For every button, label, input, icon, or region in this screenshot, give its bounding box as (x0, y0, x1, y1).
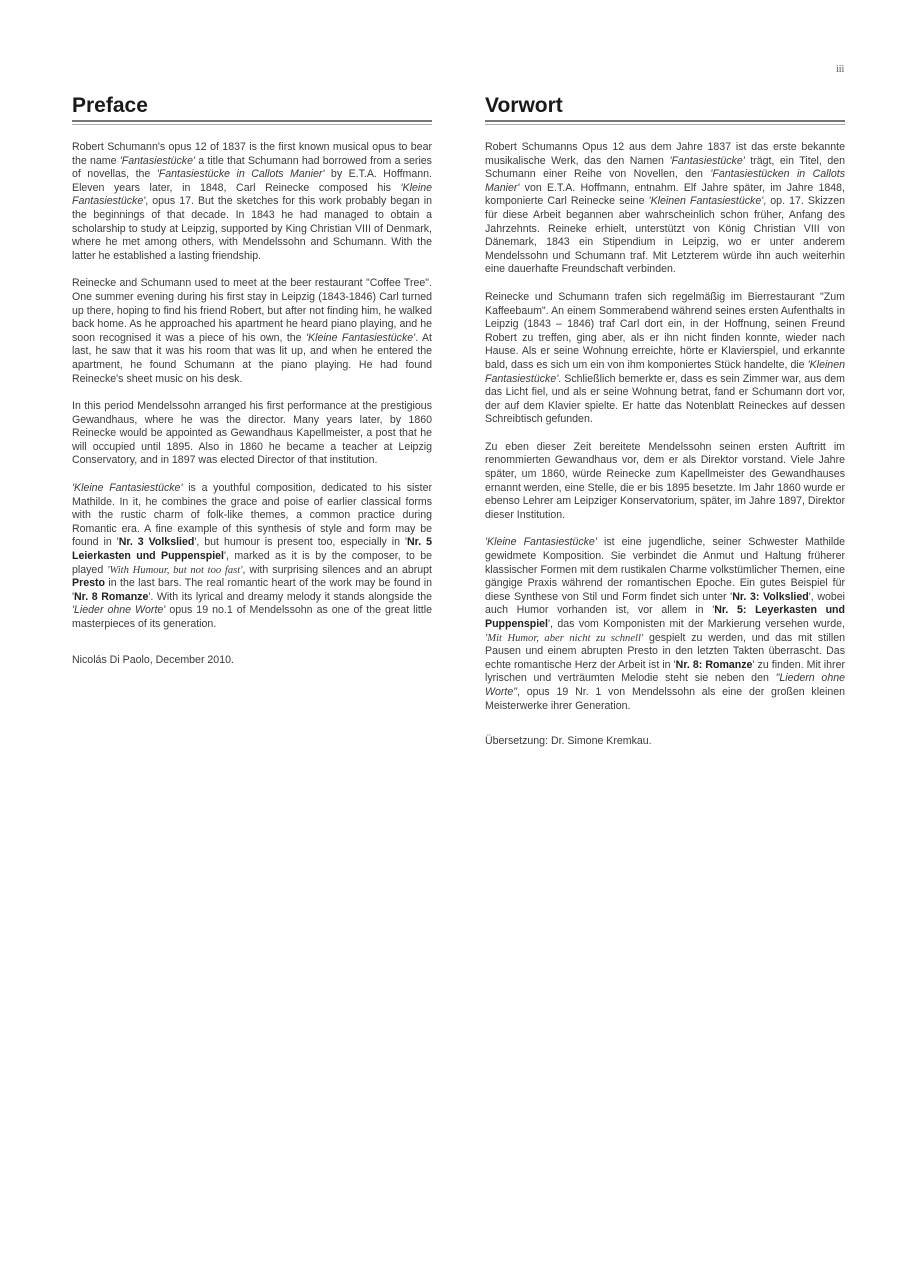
vorwort-paragraph-4: 'Kleine Fantasiestücke' ist eine jugendliche, seiner Schwester Mathilde gewidmete Komposition. Sie verbindet die Anmut und Haltung früherer klassischer Formen mit dem rustikalen Charme volkstümlicher Themen, eine gängige Praxis während der romantischen Epoche. Ein gutes Beispiel für diese Synthese von Stil und Form findet sich unter 'Nr. 3: Volkslied', wobei auch Humor vorhanden ist, vor allem in 'Nr. 5: Leyerkasten und Puppenspiel', das vom Komponisten mit der Markierung versehen wurde, 'Mit Humor, aber nicht zu schnell' gespielt zu werden, und das mit stillen Pausen und einem abrupten Presto in den letzten Takten überrascht. Das echte romantische Herz der Arbeit ist in 'Nr. 8: Romanze' zu finden. Mit ihrer lyrischen und verträumten Melodie steht sie neben den "Liedern ohne Worte", opus 19 Nr. 1 von Mendelssohn als eine der großen kleinen Meisterwerke ihrer Generation. (485, 536, 846, 712)
preface-paragraph-3: In this period Mendelssohn arranged his first performance at the prestigious Gewandhaus, where he was the director. Many years later, by 1860 Reinecke would be appointed as Gewandhaus Kapellmeister, a post that he will occupied until 1895. Also in 1860 he became a teacher at Leipzig Conservatory, and in 1897 was elected Director of that institution. (72, 400, 432, 467)
german-column (485, 94, 845, 749)
vorwort-heading: Vorwort (485, 94, 845, 122)
preface-signoff: Nicolás Di Paolo, December 2010. (72, 653, 234, 666)
vorwort-paragraph-3: Zu eben dieser Zeit bereitete Mendelssohn seinen ersten Auftritt im renommierten Gewandhaus vor, dem er als Direktor vorstand. Viele Jahre später, um 1860, würde Reinecke zum Kapellmeister des Gewandhauses ernannt werden, eine Stelle, die er bis 1895 besetzte. Im Jahr 1860 wurde er ebenso Lehrer am Leipziger Konservatorium, später, im Jahre 1897, Direktor dieser Institution. (485, 440, 845, 521)
vorwort-body (485, 141, 845, 749)
preface-paragraph-2: Reinecke and Schumann used to meet at the beer restaurant "Coffee Tree". One summer evening during his first stay in Leipzig (1843-1846) Carl turned up there, hoping to find his friend Robert, but after not finding him, he walked back home. As he approached his apartment he heard piano playing, and he soon recognised it was a piece of his own, the 'Kleine Fantasiestücke'. At last, he saw that it was his room that was lit up, and when he entered the apartment, he found Schumann at the piano playing. He had found Reinecke's sheet music on his desk. (72, 277, 432, 385)
preface-paragraph-4: 'Kleine Fantasiestücke' is a youthful composition, dedicated to his sister Mathilde. In it, he combines the grace and poise of earlier classical forms with the rustic charm of folk-like themes, a common practice during Romantic era. A fine example of this synthesis of style and form may be found in 'Nr. 3 Volkslied', but humour is present too, especially in 'Nr. 5 Leierkasten und Puppenspiel', marked as it is by the composer, to be played 'With Humour, but not too fast', with surprising silences and an abrupt Presto in the last bars. The real romantic heart of the work may be found in 'Nr. 8 Romanze'. With its lyrical and dreamy melody it stands alongside the 'Lieder ohne Worte' opus 19 no.1 of Mendelssohn as one of the great little masterpieces of its generation. (72, 482, 433, 630)
preface-body (72, 141, 432, 667)
heading-underline (485, 124, 845, 125)
english-column (72, 94, 432, 667)
vorwort-paragraph-1: Robert Schumanns Opus 12 aus dem Jahre 1837 ist das erste bekannte musikalische Werk, das den Namen 'Fantasiestücke' trägt, ein Titel, den Schumann einer Reihe von Novellen, den 'Fantasiestücken in Callots Manier' von E.T.A. Hoffmann, entnahm. Elf Jahre später, im Jahre 1848, komponierte Carl Reinecke seine 'Kleinen Fantasiestücke', op. 17. Skizzen für diese Arbeit begannen aber wahrscheinlich schon früher, Anfang des Jahrzehnts. Reineke erhielt, unterstützt von König Christian VIII von Dänemark, 1843 ein Stipendium in Leipzig, wo er unter anderem Mendelssohn und Schumann traf. Mit Letzterem würde ihn auch weiterhin eine dauerhafte Freundschaft verbinden. (485, 141, 846, 276)
preface-paragraph-1: Robert Schumann's opus 12 of 1837 is the first known musical opus to bear the name 'Fantasiestücke' a title that Schumann had borrowed from a series of novellas, the 'Fantasiestücke in Callots Manier' by E.T.A. Hoffmann. Eleven years later, in 1848, Carl Reinecke composed his 'Kleine Fantasiestücke', opus 17. But the sketches for this work probably began in the beginnings of that decade. In 1843 he had managed to obtain a scholarship to study at Leipzig, supported by King Christian VIII of Denmark, where he met among others, with Mendelssohn and Schumann. With the latter he established a lasting friendship. (72, 141, 432, 262)
heading-underline (72, 124, 432, 125)
page-number: iii (836, 64, 845, 75)
preface-heading: Preface (72, 94, 432, 122)
vorwort-signoff: Übersetzung: Dr. Simone Kremkau. (485, 735, 652, 748)
vorwort-paragraph-2: Reinecke und Schumann trafen sich regelmäßig im Bierrestaurant "Zum Kaffeebaum". An einem Sommerabend während seines ersten Aufenthalts in Leipzig (1843 – 1846) traf Carl dort ein, in der Hoffnung, seinen Freund Robert zu treffen, ging aber, als er ihn nicht finden konnte, wieder nach Hause. Als er seine Wohnung erreichte, hörte er Klavierspiel, und erkannte bald, dass es sich um ein von ihm komponiertes Stück handelte, die 'Kleinen Fantasiestücke'. Schließlich bemerkte er, dass es sein Zimmer war, aus dem das Licht fiel, und als er seine Wohnung betrat, fand er Schumann dort vor, der auf dem Klavier spielte. Er hatte das Notenblatt Reineckes auf dessen Schreibtisch gefunden. (485, 290, 845, 426)
